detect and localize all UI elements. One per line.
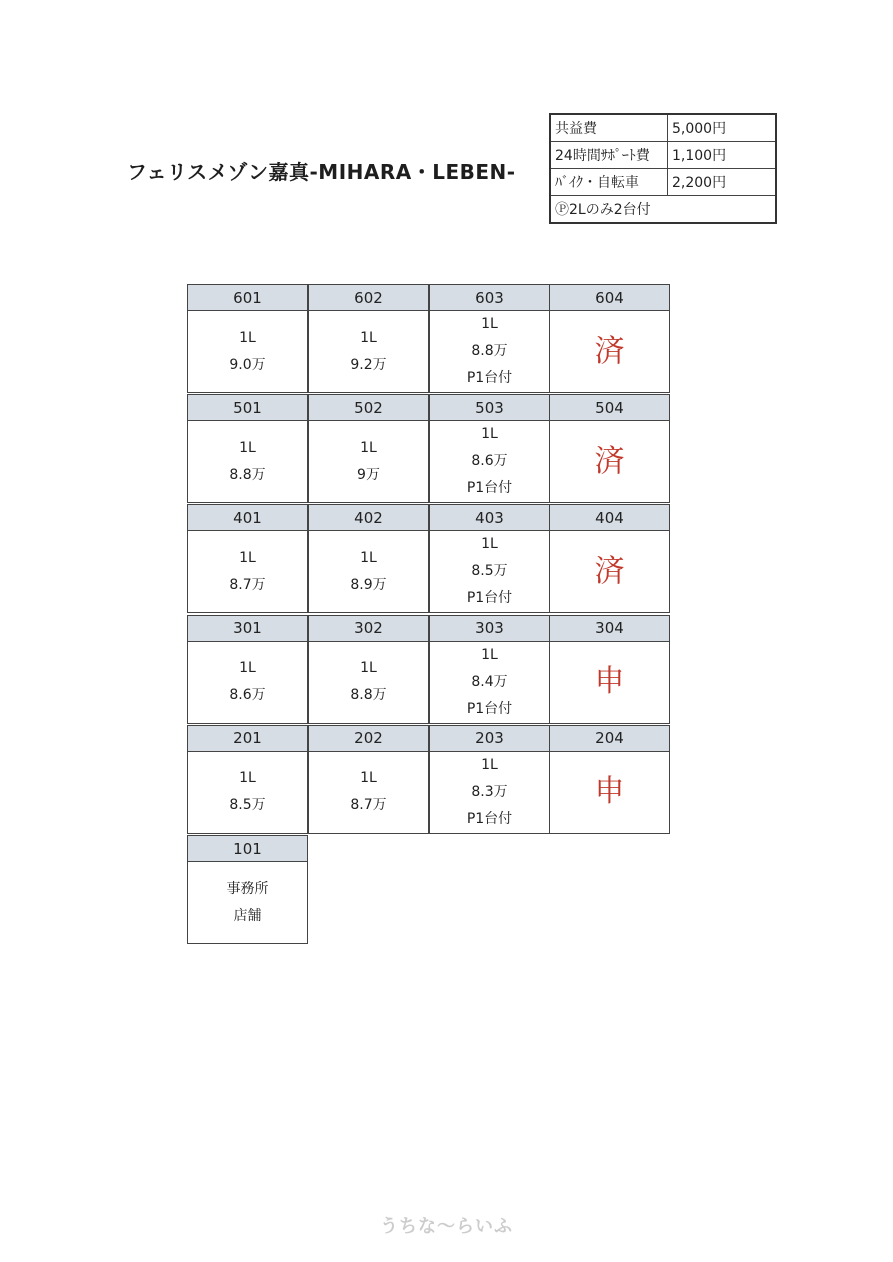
unit-number: 201 xyxy=(187,725,308,752)
unit-cell xyxy=(429,530,550,613)
unit-number: 504 xyxy=(549,394,670,421)
fee-row xyxy=(550,169,776,196)
unit-cell xyxy=(187,641,308,724)
unit-parking: P1台付 xyxy=(466,590,513,607)
unit-number: 401 xyxy=(187,504,308,531)
unit-number: 304 xyxy=(549,615,670,642)
unit-parking: P1台付 xyxy=(466,810,513,827)
unit-number: 602 xyxy=(308,284,429,311)
unit-rent: 9万 xyxy=(357,466,380,483)
unit-rent: 8.3万 xyxy=(471,783,508,800)
unit-cell xyxy=(429,420,550,503)
unit-cell xyxy=(429,751,550,834)
unit-number: 101 xyxy=(187,835,308,862)
unit-number: 204 xyxy=(549,725,670,752)
unit-type: 1L xyxy=(481,756,498,773)
unit-type: 1L xyxy=(360,660,377,677)
unit-type: 1L xyxy=(481,426,498,443)
unit-number: 301 xyxy=(187,615,308,642)
unit-number: 303 xyxy=(429,615,550,642)
unit-rent: 8.5万 xyxy=(229,797,266,814)
unit-number: 501 xyxy=(187,394,308,421)
unit-rent: 8.6万 xyxy=(471,453,508,470)
unit-cell xyxy=(187,310,308,393)
unit-number: 202 xyxy=(308,725,429,752)
unit-parking: P1台付 xyxy=(466,370,513,386)
unit-type: 1L xyxy=(239,660,256,677)
unit-cell xyxy=(549,310,670,393)
unit-number: 403 xyxy=(429,504,550,531)
watermark: うちな〜らいふ xyxy=(380,1216,513,1237)
unit-rent: 8.4万 xyxy=(471,673,508,690)
status-mark: 済 xyxy=(594,443,625,479)
unit-type: 1L xyxy=(360,329,377,346)
unit-parking: P1台付 xyxy=(466,700,513,717)
fee-note-row xyxy=(550,196,776,224)
unit-type: 1L xyxy=(481,316,498,332)
unit-rent: 8.9万 xyxy=(350,576,387,593)
unit-type: 1L xyxy=(239,329,256,346)
unit-type: 1L xyxy=(239,439,256,456)
unit-number: 203 xyxy=(429,725,550,752)
unit-cell xyxy=(308,530,429,613)
unit-type: 1L xyxy=(360,439,377,456)
unit-rent: 8.6万 xyxy=(229,687,266,704)
fee-row xyxy=(550,142,776,169)
unit-cell xyxy=(187,861,308,944)
fees-table xyxy=(549,113,777,224)
unit-rent: 8.5万 xyxy=(471,563,508,580)
fee-label: 24時間ｻﾎﾟｰﾄ費 xyxy=(550,142,668,169)
unit-type: 1L xyxy=(239,770,256,787)
status-mark: 済 xyxy=(594,553,625,589)
unit-cell xyxy=(429,310,550,393)
unit-type: 1L xyxy=(481,646,498,663)
unit-number: 603 xyxy=(429,284,550,311)
unit-cell xyxy=(308,641,429,724)
unit-number: 604 xyxy=(549,284,670,311)
status-mark: 済 xyxy=(594,333,625,369)
fee-value: 2,200円 xyxy=(668,169,777,196)
unit-cell xyxy=(549,420,670,503)
unit-cell xyxy=(549,530,670,613)
unit-rent: 8.8万 xyxy=(471,343,508,359)
unit-cell xyxy=(308,751,429,834)
unit-number: 502 xyxy=(308,394,429,421)
unit-cell xyxy=(187,420,308,503)
unit-parking: P1台付 xyxy=(466,480,513,497)
unit-cell xyxy=(308,310,429,393)
fee-row xyxy=(550,114,776,142)
unit-rent: 8.8万 xyxy=(229,466,266,483)
unit-type: 1L xyxy=(239,549,256,566)
unit-usage: 店舗 xyxy=(233,907,262,924)
unit-rent: 8.7万 xyxy=(350,797,387,814)
unit-number: 601 xyxy=(187,284,308,311)
unit-rent: 8.7万 xyxy=(229,576,266,593)
unit-type: 1L xyxy=(360,770,377,787)
unit-usage: 事務所 xyxy=(226,880,269,897)
fee-label: ﾊﾞｲｸ・自転車 xyxy=(550,169,668,196)
unit-type: 1L xyxy=(360,549,377,566)
unit-type: 1L xyxy=(481,536,498,553)
unit-rent: 9.0万 xyxy=(229,356,266,373)
fee-value: 1,100円 xyxy=(668,142,777,169)
unit-rent: 8.8万 xyxy=(350,687,387,704)
parking-note: Ⓟ2Lのみ2台付 xyxy=(550,196,776,224)
fee-value: 5,000円 xyxy=(668,114,777,142)
unit-cell xyxy=(549,641,670,724)
unit-number: 402 xyxy=(308,504,429,531)
unit-rent: 9.2万 xyxy=(350,356,387,373)
building-title: フェリスメゾン嘉真-MIHARA・LEBEN- xyxy=(127,160,516,184)
unit-cell xyxy=(549,751,670,834)
unit-cell xyxy=(429,641,550,724)
unit-cell xyxy=(187,751,308,834)
unit-cell xyxy=(308,420,429,503)
fee-label: 共益費 xyxy=(550,114,668,142)
status-mark: 申 xyxy=(594,774,625,810)
unit-number: 404 xyxy=(549,504,670,531)
unit-cell xyxy=(187,530,308,613)
unit-number: 302 xyxy=(308,615,429,642)
unit-number: 503 xyxy=(429,394,550,421)
status-mark: 申 xyxy=(594,664,625,700)
